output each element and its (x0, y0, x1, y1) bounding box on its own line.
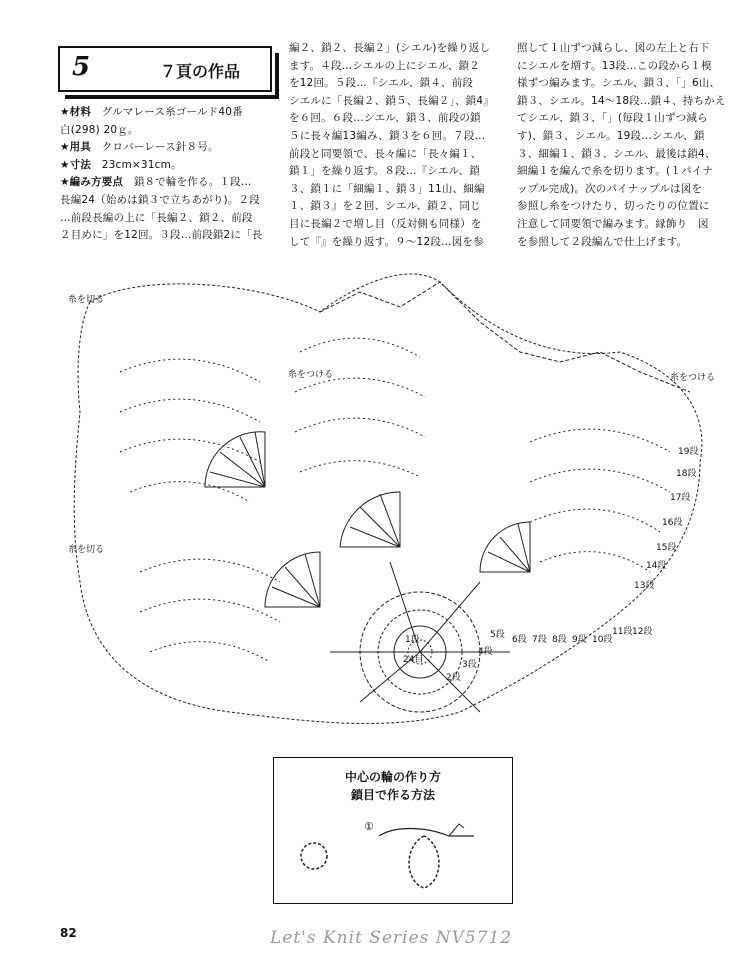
chain-loop (409, 836, 439, 888)
text-line: 注意して同要領で編みます。縁飾り 図 (517, 217, 709, 230)
text-line: 照して１山ずつ減らし、図の左上と右下 (517, 42, 710, 54)
instructions-column-3 (517, 40, 726, 251)
text-line: ３、鎖１に「細編１、鎖３」11山、細編 (289, 182, 485, 195)
thread-path (379, 829, 474, 837)
text-line: ２目めに」を12回。３段…前段鎖2に「長 (60, 229, 263, 242)
center-stitch-count: 24目 (403, 655, 424, 665)
series-footer: Let's Knit Series NV5712 (270, 928, 513, 948)
row-label-13: 13段 (634, 581, 655, 591)
row-label-10: 10段 (592, 635, 613, 645)
text-line: ★用具 クロバーレース針８号。 (60, 141, 219, 154)
row-label-12: 12段 (632, 627, 653, 637)
inner-row-label-1: 1段 (405, 635, 420, 645)
inset-diagram (274, 806, 512, 901)
cut-thread-label-top: 糸を切る (68, 295, 105, 305)
text-line: ップル完成)。次のパイナップルは図を (517, 182, 703, 195)
attach-thread-label-inner: 糸をつける (288, 370, 334, 380)
hook-arrow-icon (449, 824, 464, 836)
row-label-18: 18段 (676, 469, 697, 479)
row-label-19: 19段 (678, 447, 699, 457)
text-line: 鎖３、シエル。14～18段…鎖４、持ちかえ (517, 94, 726, 107)
row-label-16: 16段 (662, 518, 683, 528)
text-line: して『』を繰り返す。９～12段…図を参 (289, 235, 484, 248)
page-number: 82 (60, 926, 77, 940)
chain-ring-icon (301, 843, 327, 869)
inset-title-line-1: 中心の輪の作り方 (344, 770, 441, 784)
text-line: 長編24（始めは鎖３で立ちあがり)。２段 (60, 193, 260, 206)
step-number: ① (364, 820, 374, 833)
text-line: …前段長編の上に「長編２、鎖２、前段 (60, 211, 253, 224)
text-line: シエルに「長編２、鎖５、長編２」、鎖4』 (289, 94, 494, 107)
text-line: 編２、鎖２、長編２」(シエル)を繰り返し (289, 42, 491, 54)
text-line: 様ずつ編みます。シエル、鎖３、「」6山、 (517, 77, 721, 90)
row-label-11: 11段 (612, 627, 633, 637)
pattern-title: ７頁の作品 (160, 62, 241, 81)
text-line: ３、細編１、鎖３、シエル、最後は鎖4、 (517, 147, 716, 160)
inner-row-label-4: 4段 (478, 647, 493, 657)
text-line: ★編み方要点 鎖８で輪を作る。１段… (60, 176, 252, 189)
text-line: を参照して２段編んで仕上げます。 (517, 235, 688, 248)
text-line: 前段と同要領で、長々編に「長々編１、 (289, 147, 482, 160)
text-line: ５に長々編13編み、鎖３を６回。７段… (289, 129, 486, 142)
row-label-7: 7段 (532, 635, 547, 645)
pattern-number: 5 (72, 52, 91, 82)
text-line: ★寸法 23cm×31cm。 (60, 158, 182, 171)
text-line: 目に長編２で増し目（反対側も同様）を (289, 217, 482, 230)
attach-thread-label: 糸をつける (670, 373, 716, 383)
chart-drawing (74, 274, 702, 724)
row-label-14: 14段 (646, 561, 667, 571)
text-line: ます。４段…シエルの上にシエル、鎖２ (289, 59, 480, 72)
instructions-column-2 (289, 40, 494, 251)
text-line: を６回。６段…シエル、鎖３、前段の鎖 (289, 112, 481, 125)
text-line: ★材料 グルマレース糸ゴールド40番 (60, 106, 243, 118)
inner-row-label-5: 5段 (490, 630, 505, 640)
cut-thread-label-left: 糸を切る (68, 545, 105, 555)
crochet-chart (60, 262, 725, 730)
inset-title-line-2: 鎖目で作る方法 (350, 788, 435, 802)
instructions-column-1 (60, 104, 263, 245)
row-label-6: 6段 (512, 635, 527, 645)
text-line: 細編１を編んで糸を切ります。(１パイナ (517, 165, 714, 178)
text-line: を12回。５段…『シエル、鎖４、前段 (289, 77, 474, 90)
text-line: す)、鎖３、シエル。19段…シエル、鎖 (517, 129, 705, 142)
row-label-9: 9段 (572, 635, 587, 645)
text-line: にシエルを増す。13段…この段から１模 (517, 59, 712, 72)
text-line: 白(298) 20ｇ。 (60, 123, 139, 136)
row-label-8: 8段 (552, 635, 567, 645)
inner-row-label-3: 3段 (462, 660, 477, 670)
row-label-17: 17段 (670, 493, 691, 503)
text-line: 参照し糸をつけたり、切ったりの位置に (517, 200, 710, 213)
inner-row-label-2: 2段 (446, 673, 461, 683)
chart-labels (68, 293, 715, 683)
text-line: 鎖１」を繰り返す。８段…『シエル、鎖 (289, 165, 480, 178)
text-line: １、鎖３』を２回、シエル、鎖２、同じ (289, 200, 481, 213)
center-ring-inset (273, 757, 513, 904)
pattern-title-box (58, 46, 272, 92)
text-line: てシエル、鎖３、「」(毎段１山ずつ減ら (517, 112, 708, 125)
row-label-15: 15段 (656, 543, 677, 553)
